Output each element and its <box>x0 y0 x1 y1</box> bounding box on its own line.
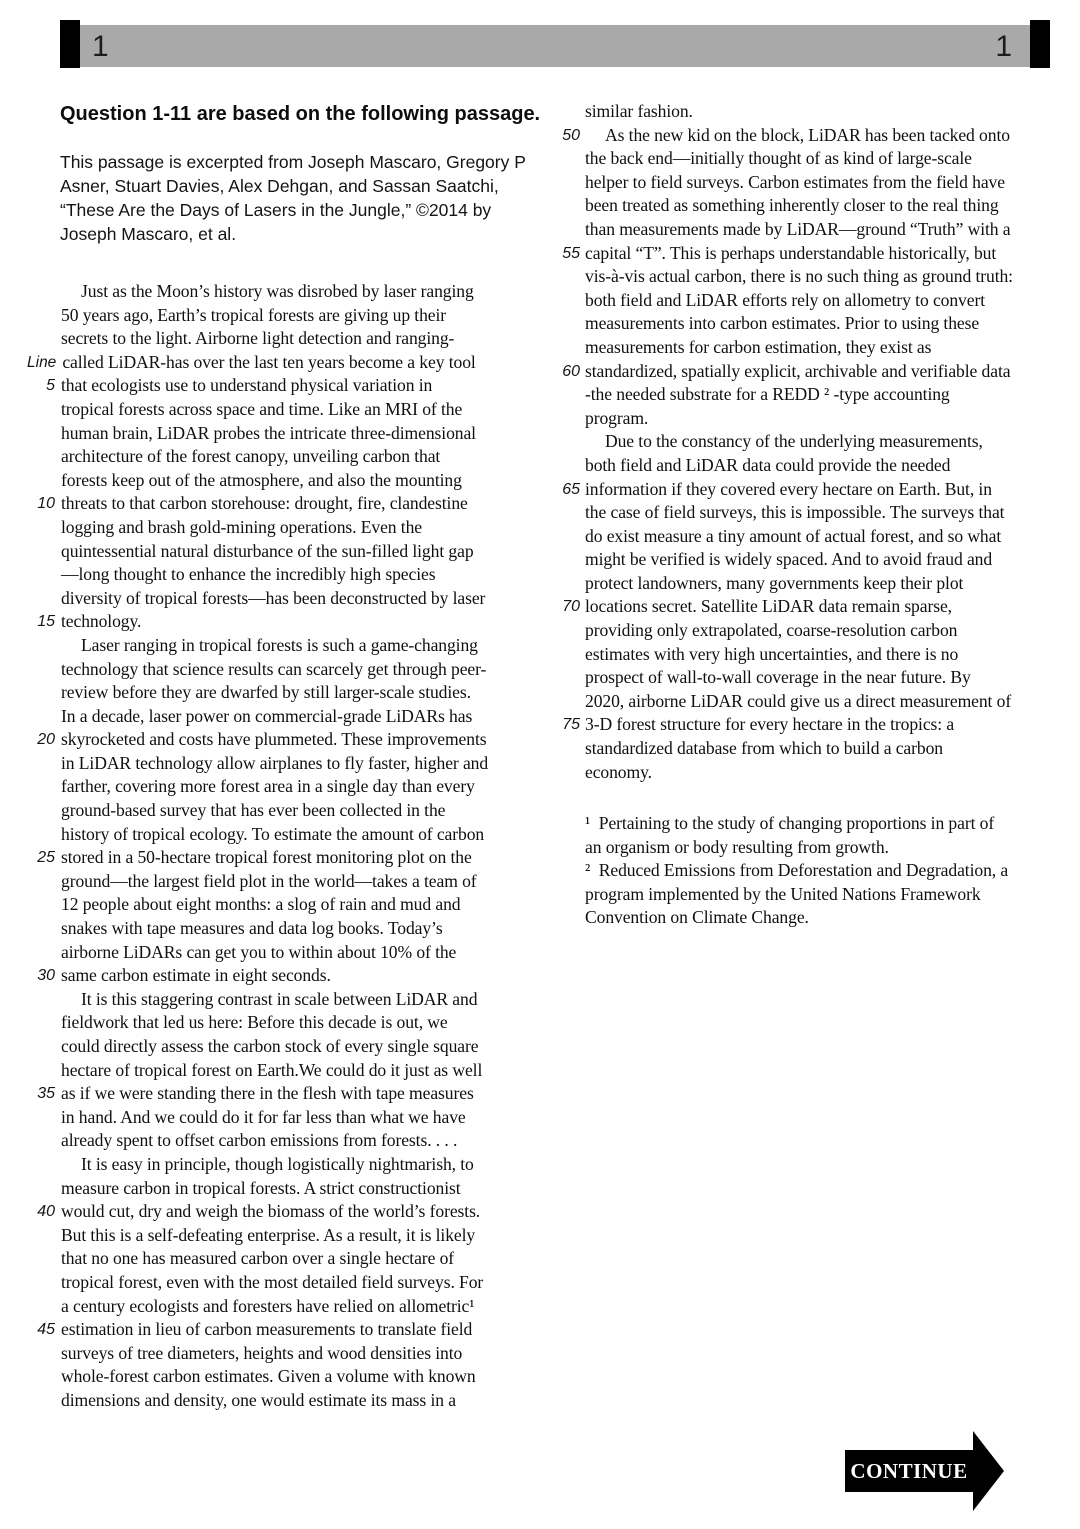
passage-line <box>24 893 488 917</box>
passage-line-text: -the needed substrate for a REDD ² -type accounting <box>585 384 950 405</box>
passage-line-text: In a decade, laser power on commercial-grade LiDARs has <box>61 705 473 726</box>
passage-line-text: history of tropical ecology. To estimate the amount of carbon <box>61 823 485 844</box>
line-number-gutter: 40 <box>37 1203 55 1221</box>
line-number-gutter <box>24 422 61 446</box>
line-number-gutter: 65 <box>562 480 580 498</box>
passage-line <box>24 1011 488 1035</box>
passage-line-text: been treated as something inherently closer to the real thing <box>585 195 999 216</box>
passage-line <box>24 1295 488 1319</box>
passage-line-text: human brain, LiDAR probes the intricate three-dimensional <box>61 422 476 443</box>
footnote-line: ¹ Pertaining to the study of changing proportions in part of <box>585 813 995 834</box>
line-number-gutter <box>552 548 585 572</box>
line-number-gutter: 70 <box>562 598 580 616</box>
passage-line <box>24 327 488 351</box>
band-bar <box>60 25 1050 67</box>
passage-line <box>24 351 488 375</box>
passage-line-text: threats to that carbon storehouse: drought, fire, clandestine <box>61 493 468 514</box>
passage-line-text: forests keep out of the atmosphere, and also the mounting <box>61 469 462 490</box>
band-left-cap <box>60 20 80 68</box>
section-number-left: 1 <box>92 30 109 63</box>
passage-line <box>24 1153 488 1177</box>
passage-line-text: both field and LiDAR efforts rely on allometry to convert <box>585 289 985 310</box>
passage-line <box>24 1082 488 1106</box>
passage-line <box>552 171 1013 195</box>
passage-lines-right <box>552 100 1013 784</box>
passage-line <box>24 775 488 799</box>
passage-line-text: dimensions and density, one would estimate its mass in a <box>61 1389 456 1410</box>
passage-line-text: capital “T”. This is perhaps understandable historically, but <box>585 242 997 263</box>
continue-label: CONTINUE <box>850 1458 968 1483</box>
line-number-gutter <box>24 516 61 540</box>
line-number-gutter <box>24 1295 61 1319</box>
passage-line-text: 2020, airborne LiDAR could give us a direct measurement of <box>585 690 1012 711</box>
line-number-gutter <box>552 100 585 124</box>
line-number-gutter <box>24 1035 61 1059</box>
passage-line-text: secrets to the light. Airborne light detection and ranging- <box>61 328 455 349</box>
passage-line <box>24 1271 488 1295</box>
passage-line-text: ground—the largest field plot in the world—takes a team of <box>61 870 477 891</box>
passage-line-text: logging and brash gold-mining operations. Even the <box>61 516 422 537</box>
passage-line-text: standardized database from which to build a carbon <box>585 738 943 759</box>
passage-line-text: the back end—initially thought of as kind of large-scale <box>585 148 972 169</box>
passage-line-text: measure carbon in tropical forests. A strict constructionist <box>61 1177 461 1198</box>
passage-line-text: skyrocketed and costs have plummeted. These improvements <box>61 729 487 750</box>
passage-line <box>24 799 488 823</box>
passage-line-text: a century ecologists and foresters have relied on allometric¹ <box>61 1295 475 1316</box>
line-number-gutter <box>24 705 61 729</box>
section-number-right: 1 <box>995 30 1012 63</box>
passage-line-text: architecture of the forest canopy, unveiling carbon that <box>61 446 441 467</box>
passage-line <box>24 1035 488 1059</box>
line-number-gutter <box>24 1389 61 1413</box>
line-number-gutter <box>24 917 61 941</box>
passage-line <box>24 540 488 564</box>
passage-line-text: hectare of tropical forest on Earth.We could do it just as well <box>61 1059 483 1080</box>
line-number-gutter: 45 <box>37 1321 55 1339</box>
passage-line <box>552 124 1013 148</box>
line-number-gutter <box>24 327 61 351</box>
passage-line <box>552 265 1013 289</box>
line-number-gutter <box>552 407 585 431</box>
passage-line-text: standardized, spatially explicit, archivable and verifiable data <box>585 360 1011 381</box>
passage-line-text: locations secret. Satellite LiDAR data remain sparse, <box>585 596 952 617</box>
line-number-gutter <box>24 1129 61 1153</box>
line-number-gutter <box>552 265 585 289</box>
line-number-gutter <box>24 1342 61 1366</box>
passage-line-text: measurements for carbon estimation, they exist as <box>585 336 932 357</box>
passage-line <box>552 289 1013 313</box>
passage-line-text: in hand. And we could do it for far less than what we have <box>61 1106 466 1127</box>
line-number-gutter: 55 <box>562 244 580 262</box>
passage-line <box>552 360 1013 384</box>
passage-line <box>24 846 488 870</box>
line-number-gutter <box>24 870 61 894</box>
attribution-line: “These Are the Days of Lasers in the Jungle,” ©2014 by <box>60 200 492 220</box>
passage-line-text: tropical forest, even with the most detailed field surveys. For <box>61 1271 484 1292</box>
passage-line-text: the case of field surveys, this is impossible. The surveys that <box>585 502 1005 523</box>
passage-line-text: already spent to offset carbon emissions from forests. . . . <box>61 1130 458 1151</box>
line-number-gutter <box>552 737 585 761</box>
passage-line <box>24 705 488 729</box>
line-number-gutter <box>552 454 585 478</box>
passage-line <box>552 690 1013 714</box>
passage-line <box>24 422 488 446</box>
line-number-gutter: 50 <box>562 126 580 144</box>
passage-line-text: quintessential natural disturbance of the sun-filled light gap <box>61 540 474 561</box>
line-number-gutter <box>552 218 585 242</box>
passage-line-text: It is this staggering contrast in scale between LiDAR and <box>81 988 478 1009</box>
passage-line-text: information if they covered every hectare on Earth. But, in <box>585 478 992 499</box>
passage-line-text: fieldwork that led us here: Before this decade is out, we <box>61 1012 448 1033</box>
passage-line <box>24 398 488 422</box>
line-number-gutter <box>552 171 585 195</box>
line-number-gutter: Line <box>27 353 57 371</box>
line-number-gutter <box>24 469 61 493</box>
passage-line-text: Laser ranging in tropical forests is such a game-changing <box>81 634 478 655</box>
line-number-gutter <box>24 799 61 823</box>
line-number-gutter <box>552 619 585 643</box>
passage-line-text: 12 people about eight months: a slog of rain and mud and <box>61 894 461 915</box>
passage-line-text: could directly assess the carbon stock of every single square <box>61 1036 479 1056</box>
line-number-gutter <box>24 1224 61 1248</box>
footnotes <box>552 812 1013 930</box>
passage-line-text: vis-à-vis actual carbon, there is no such thing as ground truth: <box>585 266 1013 287</box>
passage-line-text: would cut, dry and weigh the biomass of the world’s forests. <box>61 1201 481 1222</box>
line-number-gutter <box>552 336 585 360</box>
passage-attribution <box>60 150 526 246</box>
passage-line-text: It is easy in principle, though logistically nightmarish, to <box>81 1153 474 1174</box>
passage-line <box>24 634 488 658</box>
passage-line-text: review before they are dwarfed by still larger-scale studies. <box>61 682 471 703</box>
passage-line <box>552 713 1013 737</box>
footnote-line: Convention on Climate Change. <box>585 907 809 928</box>
passage-line-text: as if we were standing there in the flesh with tape measures <box>61 1083 474 1104</box>
section-header-band <box>60 20 1050 68</box>
passage-line <box>552 737 1013 761</box>
passage-directions: Question 1-11 are based on the following passage. <box>60 103 541 125</box>
passage-line <box>552 383 1013 407</box>
attribution-line: Asner, Stuart Davies, Alex Dehgan, and Sassan Saatchi, <box>60 176 499 196</box>
passage-line-text: program. <box>585 407 649 428</box>
line-number-gutter <box>24 1271 61 1295</box>
line-number-gutter: 15 <box>37 613 55 631</box>
line-number-gutter <box>552 572 585 596</box>
line-number-gutter <box>24 775 61 799</box>
line-number-gutter <box>24 563 61 587</box>
passage-line <box>552 595 1013 619</box>
line-number-gutter <box>552 312 585 336</box>
passage-line <box>552 430 1013 454</box>
passage-line <box>24 1177 488 1201</box>
passage-line-text: farther, covering more forest area in a single day than every <box>61 776 475 797</box>
line-number-gutter: 10 <box>37 495 55 513</box>
passage-line-text: in LiDAR technology allow airplanes to fly faster, higher and <box>61 752 489 773</box>
line-number-gutter <box>24 658 61 682</box>
continue-bar <box>845 1450 973 1492</box>
line-number-gutter <box>24 634 61 658</box>
passage-line-text: helper to field surveys. Carbon estimates from the field have <box>585 171 1005 192</box>
passage-line <box>24 516 488 540</box>
passage-line <box>552 761 1013 785</box>
line-number-gutter <box>552 690 585 714</box>
passage-line <box>552 100 1013 124</box>
passage-line-text: airborne LiDARs can get you to within about 10% of the <box>61 941 457 962</box>
line-number-gutter <box>552 289 585 313</box>
line-number-gutter <box>552 147 585 171</box>
passage-line-text: providing only extrapolated, coarse-resolution carbon <box>585 620 958 641</box>
passage-line <box>552 619 1013 643</box>
passage-line-text: As the new kid on the block, LiDAR has been tacked onto <box>605 124 1010 145</box>
passage-line-text: prospect of wall-to-wall coverage in the near future. By <box>585 667 971 688</box>
passage-line-text: tropical forests across space and time. Like an MRI of the <box>61 398 463 419</box>
passage-line-text: might be verified is widely spaced. And to avoid fraud and <box>585 549 993 570</box>
passage-line <box>24 492 488 516</box>
line-number-gutter <box>24 445 61 469</box>
line-number-gutter <box>552 194 585 218</box>
passage-line <box>24 823 488 847</box>
passage-line-text: protect landowners, many governments keep their plot <box>585 572 964 593</box>
line-number-gutter <box>24 681 61 705</box>
line-number-gutter <box>552 501 585 525</box>
passage-line <box>24 610 488 634</box>
passage-line <box>552 336 1013 360</box>
line-number-gutter: 75 <box>562 716 580 734</box>
line-number-gutter: 20 <box>37 731 55 749</box>
passage-line <box>552 454 1013 478</box>
passage-line <box>24 304 488 328</box>
passage-line <box>24 964 488 988</box>
passage-line <box>24 1224 488 1248</box>
passage-line <box>24 445 488 469</box>
passage-line <box>24 728 488 752</box>
passage-line-text: called LiDAR-has over the last ten years become a key tool <box>62 351 476 372</box>
passage-line <box>24 941 488 965</box>
line-number-gutter <box>24 941 61 965</box>
passage-line <box>24 1342 488 1366</box>
passage-line-text: both field and LiDAR data could provide the needed <box>585 454 951 475</box>
passage-line-text: same carbon estimate in eight seconds. <box>61 965 331 986</box>
passage-line <box>552 147 1013 171</box>
passage-line <box>24 681 488 705</box>
line-number-gutter <box>24 1106 61 1130</box>
passage-line <box>552 242 1013 266</box>
passage-line-text: that ecologists use to understand physical variation in <box>61 375 433 396</box>
passage-line-text: surveys of tree diameters, heights and wood densities into <box>61 1342 463 1363</box>
line-number-gutter <box>552 761 585 785</box>
passage-line <box>24 1106 488 1130</box>
continue-button[interactable] <box>845 1450 1005 1492</box>
line-number-gutter: 30 <box>37 967 55 985</box>
passage-line-text: similar fashion. <box>585 101 693 121</box>
line-number-gutter <box>24 1059 61 1083</box>
line-number-gutter <box>552 666 585 690</box>
passage-line <box>24 1365 488 1389</box>
passage-line <box>552 312 1013 336</box>
footnote-line: program implemented by the United Nations Framework <box>585 883 981 904</box>
passage-line <box>552 525 1013 549</box>
passage-line <box>24 587 488 611</box>
attribution-line: Joseph Mascaro, et al. <box>60 224 237 244</box>
passage-line <box>24 1200 488 1224</box>
passage-line <box>24 658 488 682</box>
passage-line <box>552 501 1013 525</box>
passage-line <box>24 870 488 894</box>
passage-line-text: technology that science results can scarcely get through peer- <box>61 658 487 679</box>
line-number-gutter: 60 <box>562 362 580 380</box>
line-number-gutter <box>24 587 61 611</box>
passage-line <box>552 218 1013 242</box>
line-number-gutter <box>552 525 585 549</box>
passage-line-text: 3-D forest structure for every hectare in the tropics: a <box>585 714 955 735</box>
passage-line-text: estimation in lieu of carbon measurements to translate field <box>61 1319 473 1340</box>
footnote-line: ² Reduced Emissions from Deforestation and Degradation, a <box>585 860 1009 881</box>
line-number-gutter: 35 <box>37 1085 55 1103</box>
line-number-gutter <box>24 893 61 917</box>
footnote-line: an organism or body resulting from growth. <box>585 836 889 857</box>
line-number-gutter <box>24 1177 61 1201</box>
line-number-gutter <box>24 988 61 1012</box>
passage-line-text: 50 years ago, Earth’s tropical forests are giving up their <box>61 304 447 325</box>
passage-line-text: diversity of tropical forests—has been deconstructed by laser <box>61 587 486 608</box>
passage-line-text: snakes with tape measures and data log books. Today’s <box>61 918 443 939</box>
passage-line-text: do exist measure a tiny amount of actual forest, and so what <box>585 525 1002 546</box>
line-number-gutter <box>24 304 61 328</box>
passage-line <box>24 1129 488 1153</box>
line-number-gutter <box>24 1365 61 1389</box>
passage-line <box>24 752 488 776</box>
continue-arrow-icon <box>973 1431 1004 1511</box>
band-right-cap <box>1030 20 1050 68</box>
passage-line-text: estimates with very high uncertainties, and there is no <box>585 643 959 664</box>
passage-line-text: But this is a self-defeating enterprise. As a result, it is likely <box>61 1224 476 1245</box>
line-number-gutter <box>24 1153 61 1177</box>
line-number-gutter: 5 <box>46 377 55 395</box>
passage-line <box>24 988 488 1012</box>
passage-line-text: —long thought to enhance the incredibly high species <box>61 564 436 585</box>
passage-column-right <box>552 100 1013 930</box>
passage-line-text: Due to the constancy of the underlying measurements, <box>605 431 983 452</box>
line-number-gutter <box>24 280 61 304</box>
passage-line <box>552 407 1013 431</box>
passage-line-text: stored in a 50-hectare tropical forest monitoring plot on the <box>61 847 472 868</box>
passage-line <box>552 643 1013 667</box>
passage-line-text: economy. <box>585 761 652 782</box>
passage-line <box>24 1059 488 1083</box>
passage-line-text: Just as the Moon’s history was disrobed by laser ranging <box>81 281 474 301</box>
passage-line-text: that no one has measured carbon over a single hectare of <box>61 1248 455 1269</box>
passage-line <box>24 280 488 304</box>
passage-line-text: than measurements made by LiDAR—ground “Truth” with a <box>585 218 1011 239</box>
passage-line <box>24 469 488 493</box>
passage-line <box>552 572 1013 596</box>
passage-line <box>24 917 488 941</box>
passage-line <box>552 666 1013 690</box>
passage-line-text: measurements into carbon estimates. Prior to using these <box>585 313 980 334</box>
line-number-gutter <box>24 823 61 847</box>
passage-line <box>552 194 1013 218</box>
passage-line <box>24 563 488 587</box>
line-number-gutter <box>24 752 61 776</box>
passage-line-text: ground-based survey that has ever been collected in the <box>61 800 446 821</box>
attribution-line: This passage is excerpted from Joseph Mascaro, Gregory P <box>60 152 526 172</box>
line-number-gutter: 25 <box>37 849 55 867</box>
passage-line <box>24 374 488 398</box>
line-number-gutter <box>24 540 61 564</box>
passage-line <box>24 1318 488 1342</box>
passage-line <box>24 1247 488 1271</box>
line-number-gutter <box>552 383 585 407</box>
passage-line-text: whole-forest carbon estimates. Given a volume with known <box>61 1366 476 1387</box>
line-number-gutter <box>24 398 61 422</box>
line-number-gutter <box>24 1247 61 1271</box>
passage-line <box>552 478 1013 502</box>
passage-line-text: technology. <box>61 611 142 632</box>
line-number-gutter <box>24 1011 61 1035</box>
line-number-gutter <box>552 430 585 454</box>
passage-line <box>24 1389 488 1413</box>
passage-line <box>552 548 1013 572</box>
passage-column-left <box>24 280 488 1413</box>
line-number-gutter <box>552 643 585 667</box>
